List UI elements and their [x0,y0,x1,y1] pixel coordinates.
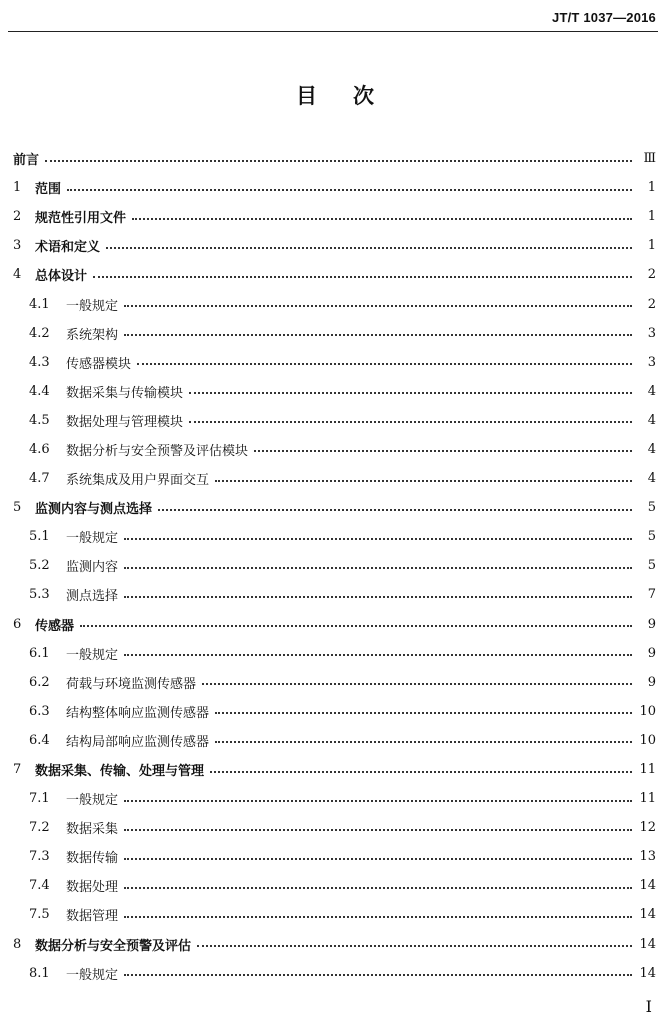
dot-leader [124,829,632,831]
toc-entry-page: 3 [647,354,656,370]
toc-entry-number: 6.2 [29,674,50,690]
toc-entry-number: 2 [13,209,22,225]
toc-entry[interactable] [0,319,670,348]
toc-entry-number: 6.3 [29,703,50,719]
dot-leader [124,800,632,802]
toc-entry-page: 12 [639,820,656,836]
toc-entry-page: 14 [639,965,656,981]
toc-entry-number: 7.3 [29,849,50,865]
toc-entry-number: 3 [13,238,22,254]
toc-entry-title: 监测内容 [66,560,119,576]
page-number: I [645,997,652,1016]
dot-leader [124,567,632,569]
toc-entry[interactable] [0,784,670,813]
toc-entry[interactable] [0,755,670,784]
dot-leader [189,421,632,423]
toc-entry[interactable] [0,231,670,260]
toc-entry[interactable] [0,377,670,406]
toc-entry-page: 9 [647,616,656,632]
dot-leader [80,625,632,627]
toc-entry-number: 5.1 [29,529,50,545]
toc-entry-number: 6.1 [29,645,50,661]
dot-leader [215,480,632,482]
toc-entry-title: 一般规定 [66,531,119,547]
toc-entry-page: 14 [639,936,656,952]
toc-entry-title: 数据管理 [66,909,119,925]
toc-entry-title: 一般规定 [66,647,119,663]
toc-entry[interactable] [0,551,670,580]
toc-entry[interactable] [0,726,670,755]
toc-entry[interactable] [0,900,670,929]
toc-entry-page: 1 [647,209,656,225]
toc-entry[interactable] [0,639,670,668]
toc-entry[interactable] [0,610,670,639]
toc-entry-number: 8 [13,936,22,952]
toc-entry-page: 13 [639,849,656,865]
toc-entry-page: 11 [639,791,656,807]
toc-entry-page: 14 [639,878,656,894]
toc-entry[interactable] [0,260,670,289]
toc-entry[interactable] [0,202,670,231]
toc-entry-number: 4 [13,267,22,283]
toc-entry-number: 7.1 [29,791,50,807]
dot-leader [124,887,632,889]
dot-leader [67,189,632,191]
toc-entry-page: 2 [647,267,656,283]
toc-entry-title: 数据分析与安全预警及评估 [35,938,192,954]
dot-leader [106,247,632,249]
toc-entry-number: 1 [13,180,22,196]
toc-entry-page: 10 [639,732,656,748]
toc-entry-number: 7 [13,762,22,778]
toc-entry[interactable] [0,842,670,871]
dot-leader [93,276,632,278]
toc-entry-page: 1 [647,238,656,254]
toc-entry-page: 14 [639,907,656,923]
toc-entry-title: 结构局部响应监测传感器 [66,734,210,750]
toc-entry-number: 4.2 [29,325,50,341]
toc-entry-title: 传感器 [35,618,75,634]
toc-entry-title: 监测内容与测点选择 [35,502,153,518]
toc-entry-number: 4.1 [29,296,50,312]
toc-entry-page: 4 [647,441,656,457]
toc-entry-title: 数据处理 [66,880,119,896]
toc-entry[interactable] [0,959,670,988]
dot-leader [124,974,632,976]
dot-leader [45,160,632,162]
toc-entry[interactable] [0,406,670,435]
toc-entry-number: 5.3 [29,587,50,603]
toc-entry-page: 5 [647,500,656,516]
toc-entry[interactable] [0,871,670,900]
toc-entry-number: 6.4 [29,732,50,748]
toc-entry-number: 4.3 [29,354,50,370]
toc-entry-page: 9 [647,645,656,661]
toc-entry-title: 数据采集、传输、处理与管理 [35,764,205,780]
toc-entry-title: 一般规定 [66,793,119,809]
toc-entry-title: 系统架构 [66,327,119,343]
header-divider [8,31,658,32]
toc-entry-number: 7.4 [29,878,50,894]
table-of-contents [0,144,670,988]
dot-leader [215,712,632,714]
toc-entry-number: 4.7 [29,471,50,487]
toc-entry-title: 一般规定 [66,298,119,314]
toc-entry[interactable] [0,522,670,551]
dot-leader [210,771,632,773]
toc-entry-page: 7 [647,587,656,603]
toc-entry-page: 11 [639,762,656,778]
toc-entry[interactable] [0,464,670,493]
toc-entry-title: 荷载与环境监测传感器 [66,676,197,692]
toc-entry-page: 4 [647,471,656,487]
dot-leader [158,509,632,511]
toc-entry-page: 2 [647,296,656,312]
dot-leader [202,683,632,685]
toc-entry-page: 3 [647,325,656,341]
dot-leader [132,218,632,220]
toc-entry-title: 传感器模块 [66,356,132,372]
dot-leader [124,858,632,860]
dot-leader [124,334,632,336]
dot-leader [215,741,632,743]
dot-leader [254,450,632,452]
standard-code: JT/T 1037—2016 [552,10,656,25]
toc-entry-title: 规范性引用文件 [35,211,127,227]
page-title: 目次 [296,84,410,108]
toc-entry-number: 4.5 [29,412,50,428]
toc-entry-title: 数据分析与安全预警及评估模块 [66,443,249,459]
toc-entry-number: 7.5 [29,907,50,923]
toc-entry-page: Ⅲ [643,151,656,167]
toc-entry-page: 5 [647,558,656,574]
toc-entry-page: 9 [647,674,656,690]
dot-leader [124,916,632,918]
toc-entry-title: 范围 [35,182,62,198]
dot-leader [124,654,632,656]
toc-entry[interactable] [0,348,670,377]
toc-entry-page: 1 [647,180,656,196]
toc-entry-title: 前言 [13,153,40,169]
toc-entry-page: 4 [647,383,656,399]
toc-entry-title: 数据采集 [66,822,119,838]
toc-entry[interactable] [0,144,670,173]
dot-leader [124,305,632,307]
toc-entry-number: 4.6 [29,441,50,457]
dot-leader [124,596,632,598]
toc-entry-title: 数据传输 [66,851,119,867]
toc-entry-page: 10 [639,703,656,719]
toc-entry-number: 5 [13,500,22,516]
toc-entry[interactable] [0,435,670,464]
toc-entry-title: 一般规定 [66,967,119,983]
toc-entry-number: 4.4 [29,383,50,399]
toc-entry[interactable] [0,930,670,959]
toc-entry-title: 结构整体响应监测传感器 [66,705,210,721]
toc-entry[interactable] [0,493,670,522]
toc-entry-title: 术语和定义 [35,240,101,256]
toc-entry-number: 8.1 [29,965,50,981]
toc-entry-page: 4 [647,412,656,428]
toc-entry[interactable] [0,697,670,726]
toc-entry-number: 6 [13,616,22,632]
dot-leader [189,392,632,394]
dot-leader [197,945,632,947]
toc-entry-title: 数据采集与传输模块 [66,385,184,401]
toc-entry-title: 数据处理与管理模块 [66,414,184,430]
dot-leader [137,363,632,365]
toc-entry-title: 总体设计 [35,269,88,285]
toc-entry[interactable] [0,813,670,842]
toc-entry[interactable] [0,580,670,609]
dot-leader [124,538,632,540]
toc-entry-page: 5 [647,529,656,545]
toc-entry-number: 7.2 [29,820,50,836]
toc-entry[interactable] [0,289,670,318]
toc-entry[interactable] [0,668,670,697]
toc-entry-title: 系统集成及用户界面交互 [66,473,210,489]
toc-entry-number: 5.2 [29,558,50,574]
toc-entry[interactable] [0,173,670,202]
toc-entry-title: 测点选择 [66,589,119,605]
